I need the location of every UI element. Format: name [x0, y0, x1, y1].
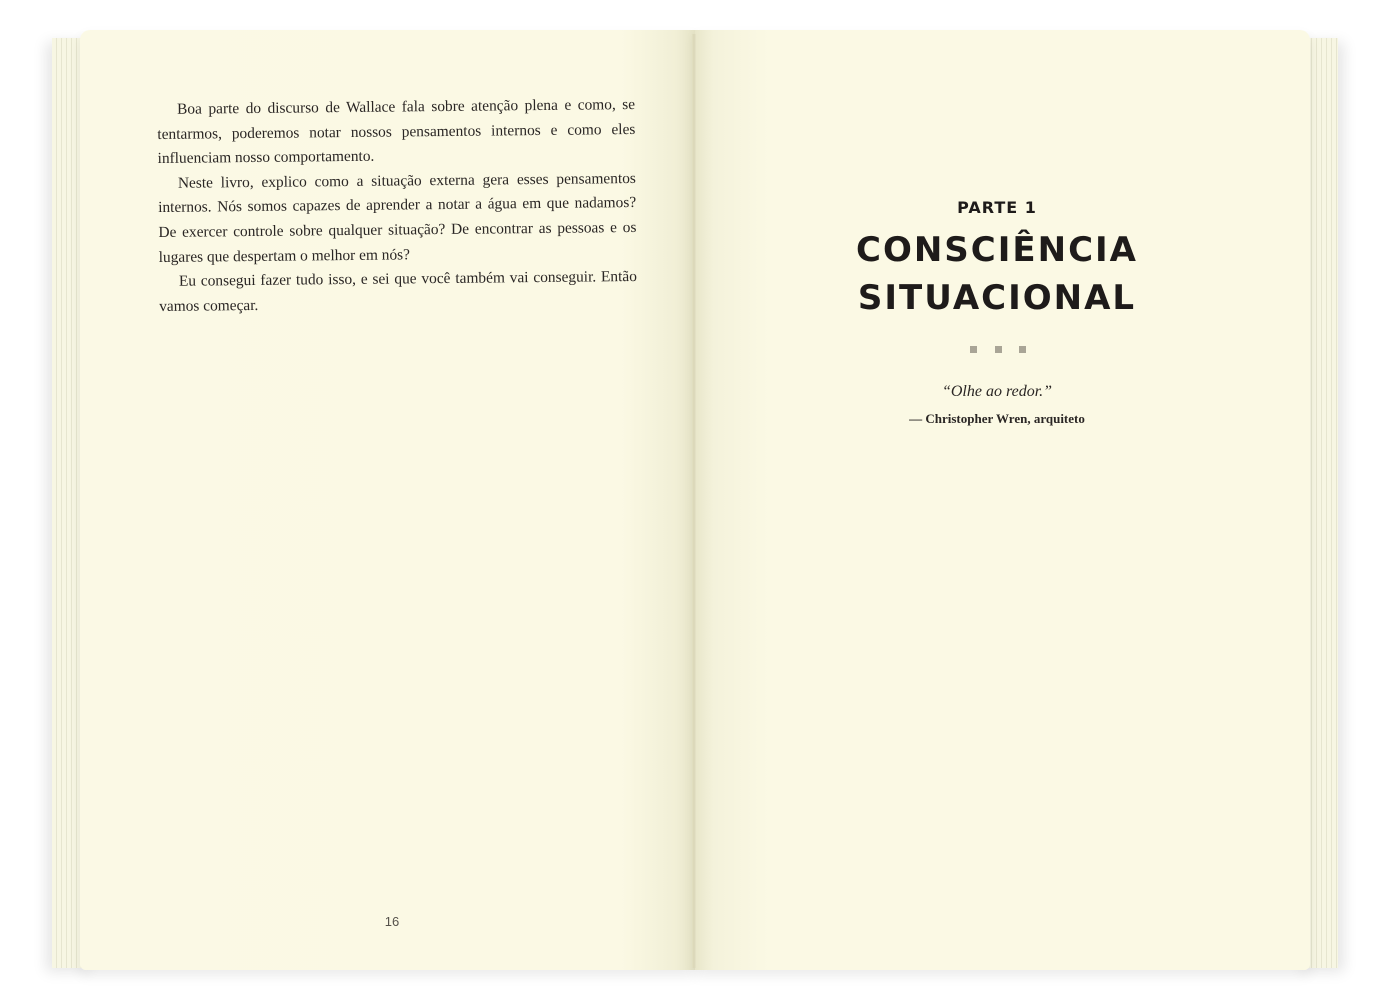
part-label: PARTE 1	[957, 198, 1037, 217]
part-title-line: CONSCIÊNCIA	[856, 230, 1138, 270]
paragraph: Neste livro, explico como a situação externa gera esses pensamentos internos. Nós somos capazes de aprender a notar a água em que nadamos? De exercer controle sobre qualquer situação? De encontrar as pessoas e os lugares que despertam o melhor em nós?	[158, 169, 637, 266]
epigraph-attribution: — Christopher Wren, arquiteto	[909, 411, 1085, 426]
epigraph-quote: “Olhe ao redor.”	[941, 383, 1053, 400]
paragraph: Boa parte do discurso de Wallace fala sobre atenção plena e como, se tentarmos, poderemos notar nossos pensamentos internos e como eles influenciam nosso comportamento.	[157, 95, 636, 168]
book-gutter	[692, 34, 696, 968]
paragraph: Eu consegui fazer tudo isso, e sei que você também vai conseguir. Então vamos começar.	[159, 268, 637, 315]
ornament-square	[1019, 346, 1026, 353]
ornament-square	[995, 346, 1002, 353]
left-page-body-text	[157, 93, 637, 319]
ornament-square	[970, 346, 977, 353]
page-number: 16	[384, 914, 400, 929]
part-title-line: SITUACIONAL	[857, 278, 1137, 318]
part-title	[807, 226, 1187, 322]
right-page	[695, 30, 1310, 970]
ornament-divider	[970, 346, 1026, 354]
